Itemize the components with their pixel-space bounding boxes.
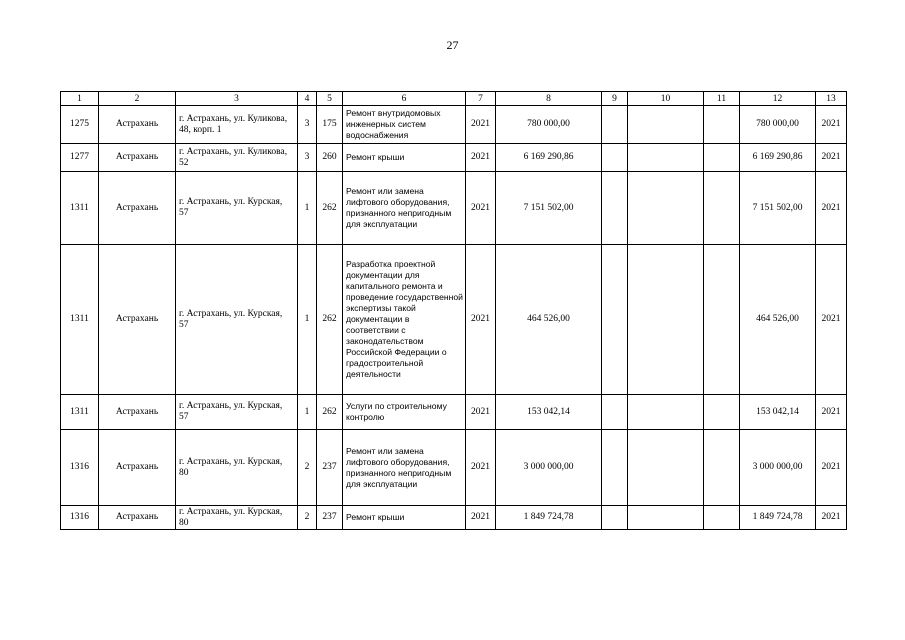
year-end: 2021: [816, 506, 847, 530]
col-5-value: 262: [317, 245, 343, 395]
address: г. Астрахань, ул. Курская, 57: [176, 245, 298, 395]
col-9-value: [602, 430, 628, 506]
municipality: Астрахань: [99, 245, 176, 395]
table-row: [61, 245, 847, 395]
col-4-value: 1: [298, 245, 317, 395]
total: 1 849 724,78: [740, 506, 816, 530]
col-10-value: [628, 395, 704, 430]
cost: 3 000 000,00: [496, 430, 602, 506]
address: г. Астрахань, ул. Куликова, 52: [176, 144, 298, 172]
col-4-value: 2: [298, 430, 317, 506]
municipality: Астрахань: [99, 506, 176, 530]
cost: 1 849 724,78: [496, 506, 602, 530]
col-11-value: [704, 245, 740, 395]
address: г. Астрахань, ул. Курская, 57: [176, 172, 298, 245]
column-header: 7: [466, 92, 496, 106]
column-header: 10: [628, 92, 704, 106]
year-end: 2021: [816, 172, 847, 245]
total: 153 042,14: [740, 395, 816, 430]
year-end: 2021: [816, 245, 847, 395]
col-9-value: [602, 245, 628, 395]
col-10-value: [628, 506, 704, 530]
col-10-value: [628, 172, 704, 245]
total: 780 000,00: [740, 106, 816, 144]
column-header: 11: [704, 92, 740, 106]
municipality: Астрахань: [99, 106, 176, 144]
column-header: 2: [99, 92, 176, 106]
row-id: 1311: [61, 395, 99, 430]
cost: 7 151 502,00: [496, 172, 602, 245]
cost: 153 042,14: [496, 395, 602, 430]
table-row: [61, 144, 847, 172]
col-9-value: [602, 172, 628, 245]
year: 2021: [466, 144, 496, 172]
year: 2021: [466, 172, 496, 245]
col-5-value: 262: [317, 395, 343, 430]
total: 464 526,00: [740, 245, 816, 395]
total: 6 169 290,86: [740, 144, 816, 172]
col-5-value: 175: [317, 106, 343, 144]
col-4-value: 3: [298, 144, 317, 172]
year: 2021: [466, 245, 496, 395]
row-id: 1275: [61, 106, 99, 144]
year-end: 2021: [816, 106, 847, 144]
col-11-value: [704, 144, 740, 172]
column-header: 5: [317, 92, 343, 106]
address: г. Астрахань, ул. Курская, 57: [176, 395, 298, 430]
row-id: 1316: [61, 430, 99, 506]
col-11-value: [704, 395, 740, 430]
work-type: Разработка проектной документации для капитального ремонта и проведение государственной экспертизы такой документации в соответствии с законодательством Российской Федерации о градостроительной деятельности: [343, 245, 466, 395]
year-end: 2021: [816, 430, 847, 506]
col-11-value: [704, 172, 740, 245]
work-type: Ремонт внутридомовых инженерных систем водоснабжения: [343, 106, 466, 144]
column-header: 8: [496, 92, 602, 106]
col-4-value: 1: [298, 172, 317, 245]
col-11-value: [704, 106, 740, 144]
municipality: Астрахань: [99, 172, 176, 245]
table-row: [61, 172, 847, 245]
column-header: 4: [298, 92, 317, 106]
year: 2021: [466, 395, 496, 430]
work-type: Ремонт крыши: [343, 506, 466, 530]
column-header: 13: [816, 92, 847, 106]
table-row: [61, 506, 847, 530]
municipality: Астрахань: [99, 144, 176, 172]
col-11-value: [704, 506, 740, 530]
col-10-value: [628, 144, 704, 172]
address: г. Астрахань, ул. Куликова, 48, корп. 1: [176, 106, 298, 144]
col-9-value: [602, 395, 628, 430]
year-end: 2021: [816, 395, 847, 430]
col-5-value: 262: [317, 172, 343, 245]
work-type: Ремонт или замена лифтового оборудования, признанного непригодным для эксплуатации: [343, 172, 466, 245]
year: 2021: [466, 106, 496, 144]
col-10-value: [628, 106, 704, 144]
col-9-value: [602, 506, 628, 530]
row-id: 1316: [61, 506, 99, 530]
table-row: [61, 106, 847, 144]
page-number: 27: [446, 38, 459, 52]
table-row: [61, 430, 847, 506]
work-type: Услуги по строительному контролю: [343, 395, 466, 430]
col-5-value: 237: [317, 506, 343, 530]
cost: 6 169 290,86: [496, 144, 602, 172]
column-number-row: [61, 92, 847, 106]
column-header: 6: [343, 92, 466, 106]
col-4-value: 2: [298, 506, 317, 530]
col-5-value: 237: [317, 430, 343, 506]
col-4-value: 1: [298, 395, 317, 430]
municipality: Астрахань: [99, 395, 176, 430]
col-9-value: [602, 106, 628, 144]
work-type: Ремонт или замена лифтового оборудования, признанного непригодным для эксплуатации: [343, 430, 466, 506]
row-id: 1277: [61, 144, 99, 172]
municipality: Астрахань: [99, 430, 176, 506]
column-header: 12: [740, 92, 816, 106]
col-9-value: [602, 144, 628, 172]
col-10-value: [628, 430, 704, 506]
col-10-value: [628, 245, 704, 395]
row-id: 1311: [61, 245, 99, 395]
column-header: 9: [602, 92, 628, 106]
column-header: 1: [61, 92, 99, 106]
year: 2021: [466, 506, 496, 530]
table-row: [61, 395, 847, 430]
year: 2021: [466, 430, 496, 506]
total: 3 000 000,00: [740, 430, 816, 506]
capital-repair-table: [60, 91, 847, 530]
work-type: Ремонт крыши: [343, 144, 466, 172]
col-4-value: 3: [298, 106, 317, 144]
cost: 780 000,00: [496, 106, 602, 144]
col-5-value: 260: [317, 144, 343, 172]
address: г. Астрахань, ул. Курская, 80: [176, 506, 298, 530]
col-11-value: [704, 430, 740, 506]
column-header: 3: [176, 92, 298, 106]
year-end: 2021: [816, 144, 847, 172]
address: г. Астрахань, ул. Курская, 80: [176, 430, 298, 506]
cost: 464 526,00: [496, 245, 602, 395]
row-id: 1311: [61, 172, 99, 245]
total: 7 151 502,00: [740, 172, 816, 245]
